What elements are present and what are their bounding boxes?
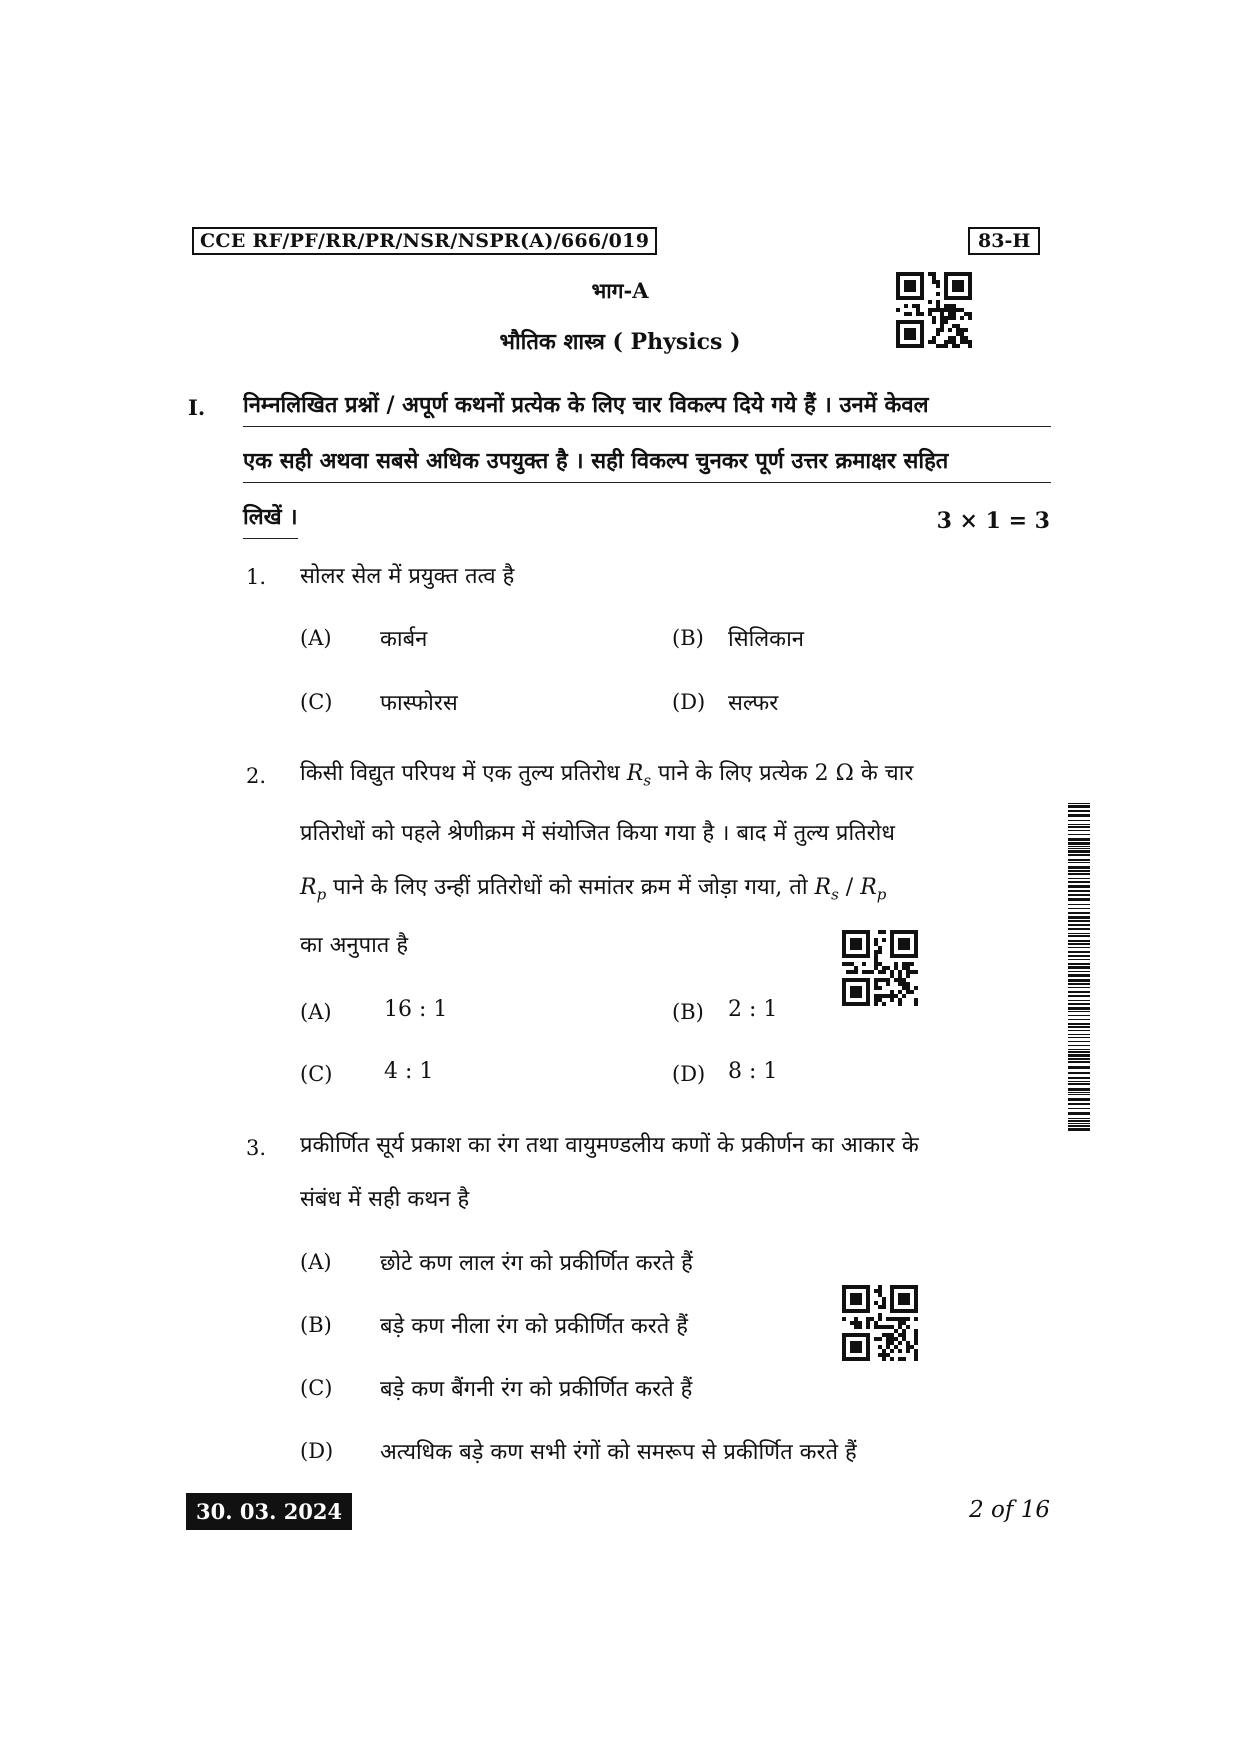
option-label: (D) — [672, 1062, 706, 1086]
option-label: (C) — [300, 1376, 333, 1400]
instruction-line: एक सही अथवा सबसे अधिक उपयुक्त है । सही विकल्प चुनकर पूर्ण उत्तर क्रमाक्षर सहित — [243, 446, 1051, 483]
question-text: का अनुपात है — [300, 933, 409, 958]
option-text: 16 : 1 — [384, 997, 448, 1022]
question-text: किसी विद्युत परिपथ में एक तुल्य प्रतिरोध $R_s$ पाने के लिए प्रत्येक 2 Ω के चार — [300, 761, 914, 790]
option-label: (D) — [672, 690, 706, 714]
option-label: (B) — [672, 1000, 704, 1024]
question-number: 1. — [246, 565, 267, 589]
question-text: प्रतिरोधों को पहले श्रेणीक्रम में संयोजित किया गया है । बाद में तुल्य प्रतिरोध — [300, 821, 895, 846]
question-text: प्रकीर्णित सूर्य प्रकाश का रंग तथा वायुमण्डलीय कणों के प्रकीर्णन का आकार के — [300, 1133, 919, 1158]
section-number: I. — [188, 395, 206, 420]
option-text: फास्फोरस — [380, 691, 458, 716]
option-label: (B) — [300, 1313, 332, 1337]
marks-allocation: 3 × 1 = 3 — [936, 508, 1050, 534]
instruction-line: निम्नलिखित प्रश्नों / अपूर्ण कथनों प्रत्येक के लिए चार विकल्प दिये गये हैं । उनमें केवल — [243, 390, 1051, 427]
page-number: 2 of 16 — [969, 1497, 1050, 1523]
option-text: सिलिकान — [728, 627, 804, 652]
qr-code-icon — [842, 930, 918, 1006]
question-text: सोलर सेल में प्रयुक्त तत्व है — [300, 564, 515, 589]
qr-code-icon — [842, 1285, 918, 1361]
option-label: (A) — [300, 1000, 332, 1024]
option-text: कार्बन — [380, 627, 428, 652]
part-heading: भाग-A — [591, 278, 649, 303]
option-label: (D) — [300, 1439, 334, 1463]
option-text: छोटे कण लाल रंग को प्रकीर्णित करते हैं — [380, 1251, 693, 1276]
option-label: (C) — [300, 690, 333, 714]
question-text: $R_p$ पाने के लिए उन्हीं प्रतिरोधों को समांतर क्रम में जोड़ा गया, तो $R_s / R_p$ — [300, 875, 887, 904]
option-label: (A) — [300, 626, 332, 650]
option-text: बड़े कण बैंगनी रंग को प्रकीर्णित करते हैं — [380, 1377, 693, 1402]
qr-code-icon — [896, 272, 972, 348]
option-label: (C) — [300, 1062, 333, 1086]
option-label: (B) — [672, 626, 704, 650]
instruction-line: लिखें । — [243, 502, 298, 539]
option-text: 4 : 1 — [384, 1059, 434, 1084]
exam-code: CCE RF/PF/RR/PR/NSR/NSPR(A)/666/019 — [192, 227, 657, 255]
option-text: अत्यधिक बड़े कण सभी रंगों को समरूप से प्रकीर्णित करते हैं — [380, 1440, 857, 1465]
option-text: 8 : 1 — [728, 1059, 778, 1084]
question-number: 3. — [246, 1136, 267, 1160]
question-number: 2. — [246, 764, 267, 788]
option-text: सल्फर — [728, 691, 779, 716]
barcode-icon — [1068, 803, 1090, 1133]
option-text: बड़े कण नीला रंग को प्रकीर्णित करते हैं — [380, 1314, 688, 1339]
option-label: (A) — [300, 1250, 332, 1274]
question-text: संबंध में सही कथन है — [300, 1187, 470, 1212]
option-text: 2 : 1 — [728, 997, 778, 1022]
exam-date: 30. 03. 2024 — [186, 1493, 352, 1530]
paper-code: 83-H — [968, 227, 1040, 255]
subject-heading: भौतिक शास्त्र ( Physics ) — [499, 329, 741, 355]
